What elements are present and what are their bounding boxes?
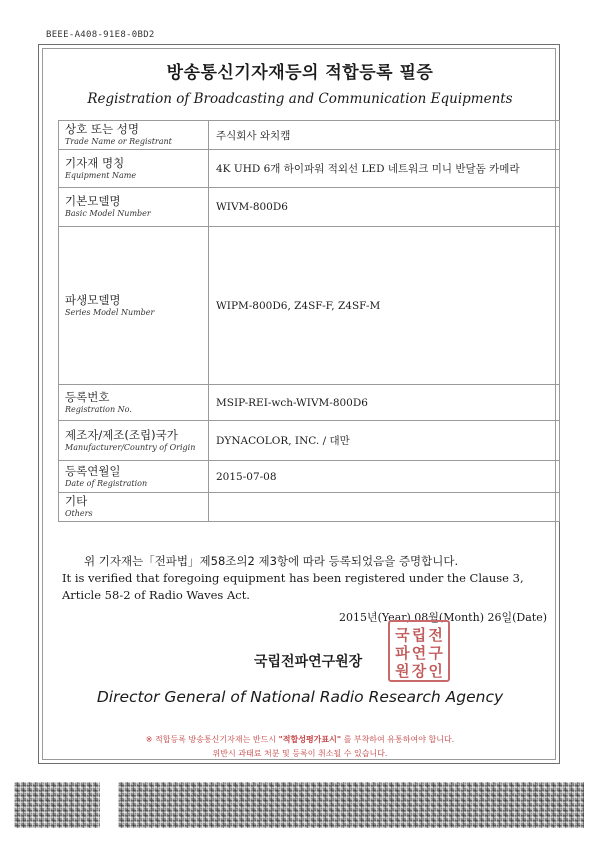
table-row bbox=[59, 493, 560, 522]
notice-text: 를 부착하여 유통하여야 합니다. bbox=[343, 735, 455, 744]
row-label bbox=[59, 385, 209, 421]
title-english: Registration of Broadcasting and Communication Equipments bbox=[87, 91, 513, 107]
table-row bbox=[59, 385, 560, 421]
label-english: Manufacturer/Country of Origin bbox=[65, 442, 196, 452]
seal-char: 연 bbox=[411, 644, 427, 662]
seal-char: 전 bbox=[428, 626, 443, 644]
table-row bbox=[59, 188, 560, 227]
table-row bbox=[59, 461, 560, 493]
certification-date: 2015년(Year) 08월(Month) 26일(Date) bbox=[338, 611, 547, 624]
seal-char: 립 bbox=[411, 626, 427, 644]
equipment-name-value: 4K UHD 6개 하이파워 적외선 LED 네트워크 미니 반달돔 카메라 bbox=[209, 150, 560, 188]
director-english: Director General of National Radio Research Agency bbox=[96, 688, 504, 706]
seal-char: 국 bbox=[395, 626, 410, 644]
label-korean: 기타 bbox=[65, 494, 88, 508]
others-value bbox=[209, 493, 560, 522]
table-row bbox=[59, 150, 560, 188]
certification-english-line1: It is verified that foregoing equipment has been registered under the Clause 3, bbox=[62, 571, 524, 585]
notice-text: ※ 적합등록 방송통신기자재는 반드시 bbox=[145, 735, 277, 744]
registration-table bbox=[58, 120, 560, 522]
row-label bbox=[59, 461, 209, 493]
basic-model-value: WIVM-800D6 bbox=[209, 188, 560, 227]
label-english: Equipment Name bbox=[65, 170, 137, 180]
row-label bbox=[59, 150, 209, 188]
seal-char: 장 bbox=[411, 662, 427, 680]
notice-line2: 위반시 과태료 처분 및 등록이 취소될 수 있습니다. bbox=[212, 749, 388, 758]
table-row bbox=[59, 121, 560, 150]
row-label bbox=[59, 421, 209, 461]
registration-date-value: 2015-07-08 bbox=[209, 461, 560, 493]
row-label bbox=[59, 188, 209, 227]
label-korean: 등록연월일 bbox=[65, 463, 121, 478]
label-korean: 기자재 명칭 bbox=[65, 155, 125, 170]
table-row bbox=[59, 421, 560, 461]
label-english: Trade Name or Registrant bbox=[65, 137, 172, 146]
label-english: Date of Registration bbox=[65, 478, 148, 488]
label-english: Series Model Number bbox=[65, 307, 155, 317]
title-korean: 방송통신기자재등의 적합등록 필증 bbox=[166, 63, 434, 83]
table-row bbox=[59, 227, 560, 385]
official-seal bbox=[388, 620, 450, 682]
seal-char: 인 bbox=[428, 662, 443, 680]
label-korean: 등록번호 bbox=[65, 389, 110, 404]
manufacturer-value: DYNACOLOR, INC. / 대만 bbox=[209, 421, 560, 461]
label-korean: 상호 또는 성명 bbox=[65, 122, 139, 136]
label-korean: 파생모델명 bbox=[65, 292, 121, 307]
director-korean: 국립전파연구원장 bbox=[254, 654, 363, 670]
label-english: Registration No. bbox=[65, 404, 132, 414]
series-model-value: WIPM-800D6, Z4SF-F, Z4SF-M bbox=[209, 227, 560, 385]
certification-english-line2: Article 58-2 of Radio Waves Act. bbox=[62, 588, 250, 602]
label-korean: 제조자/제조(조립)국가 bbox=[65, 427, 178, 442]
row-label bbox=[59, 227, 209, 385]
label-english: Basic Model Number bbox=[65, 209, 151, 218]
row-label bbox=[59, 493, 209, 522]
seal-char: 원 bbox=[395, 662, 410, 680]
document-id: BEEE-A408-91E8-0BD2 bbox=[46, 30, 155, 40]
security-pattern-left bbox=[14, 782, 100, 828]
notice-emphasis: "적합성평가표시" bbox=[278, 735, 342, 744]
seal-characters bbox=[394, 626, 444, 680]
label-korean: 기본모델명 bbox=[65, 194, 121, 208]
trade-name-value: 주식회사 와치캠 bbox=[209, 121, 560, 150]
label-english: Others bbox=[65, 509, 93, 518]
registration-number-value: MSIP-REI-wch-WIVM-800D6 bbox=[209, 385, 560, 421]
row-label bbox=[59, 121, 209, 150]
seal-char: 파 bbox=[395, 644, 410, 662]
notice-line1 bbox=[0, 734, 600, 745]
security-pattern-right bbox=[118, 782, 584, 828]
seal-char: 구 bbox=[428, 644, 443, 662]
certification-korean: 위 기자재는「전파법」제58조의2 제3항에 따라 등록되었음을 증명합니다. bbox=[84, 554, 459, 568]
